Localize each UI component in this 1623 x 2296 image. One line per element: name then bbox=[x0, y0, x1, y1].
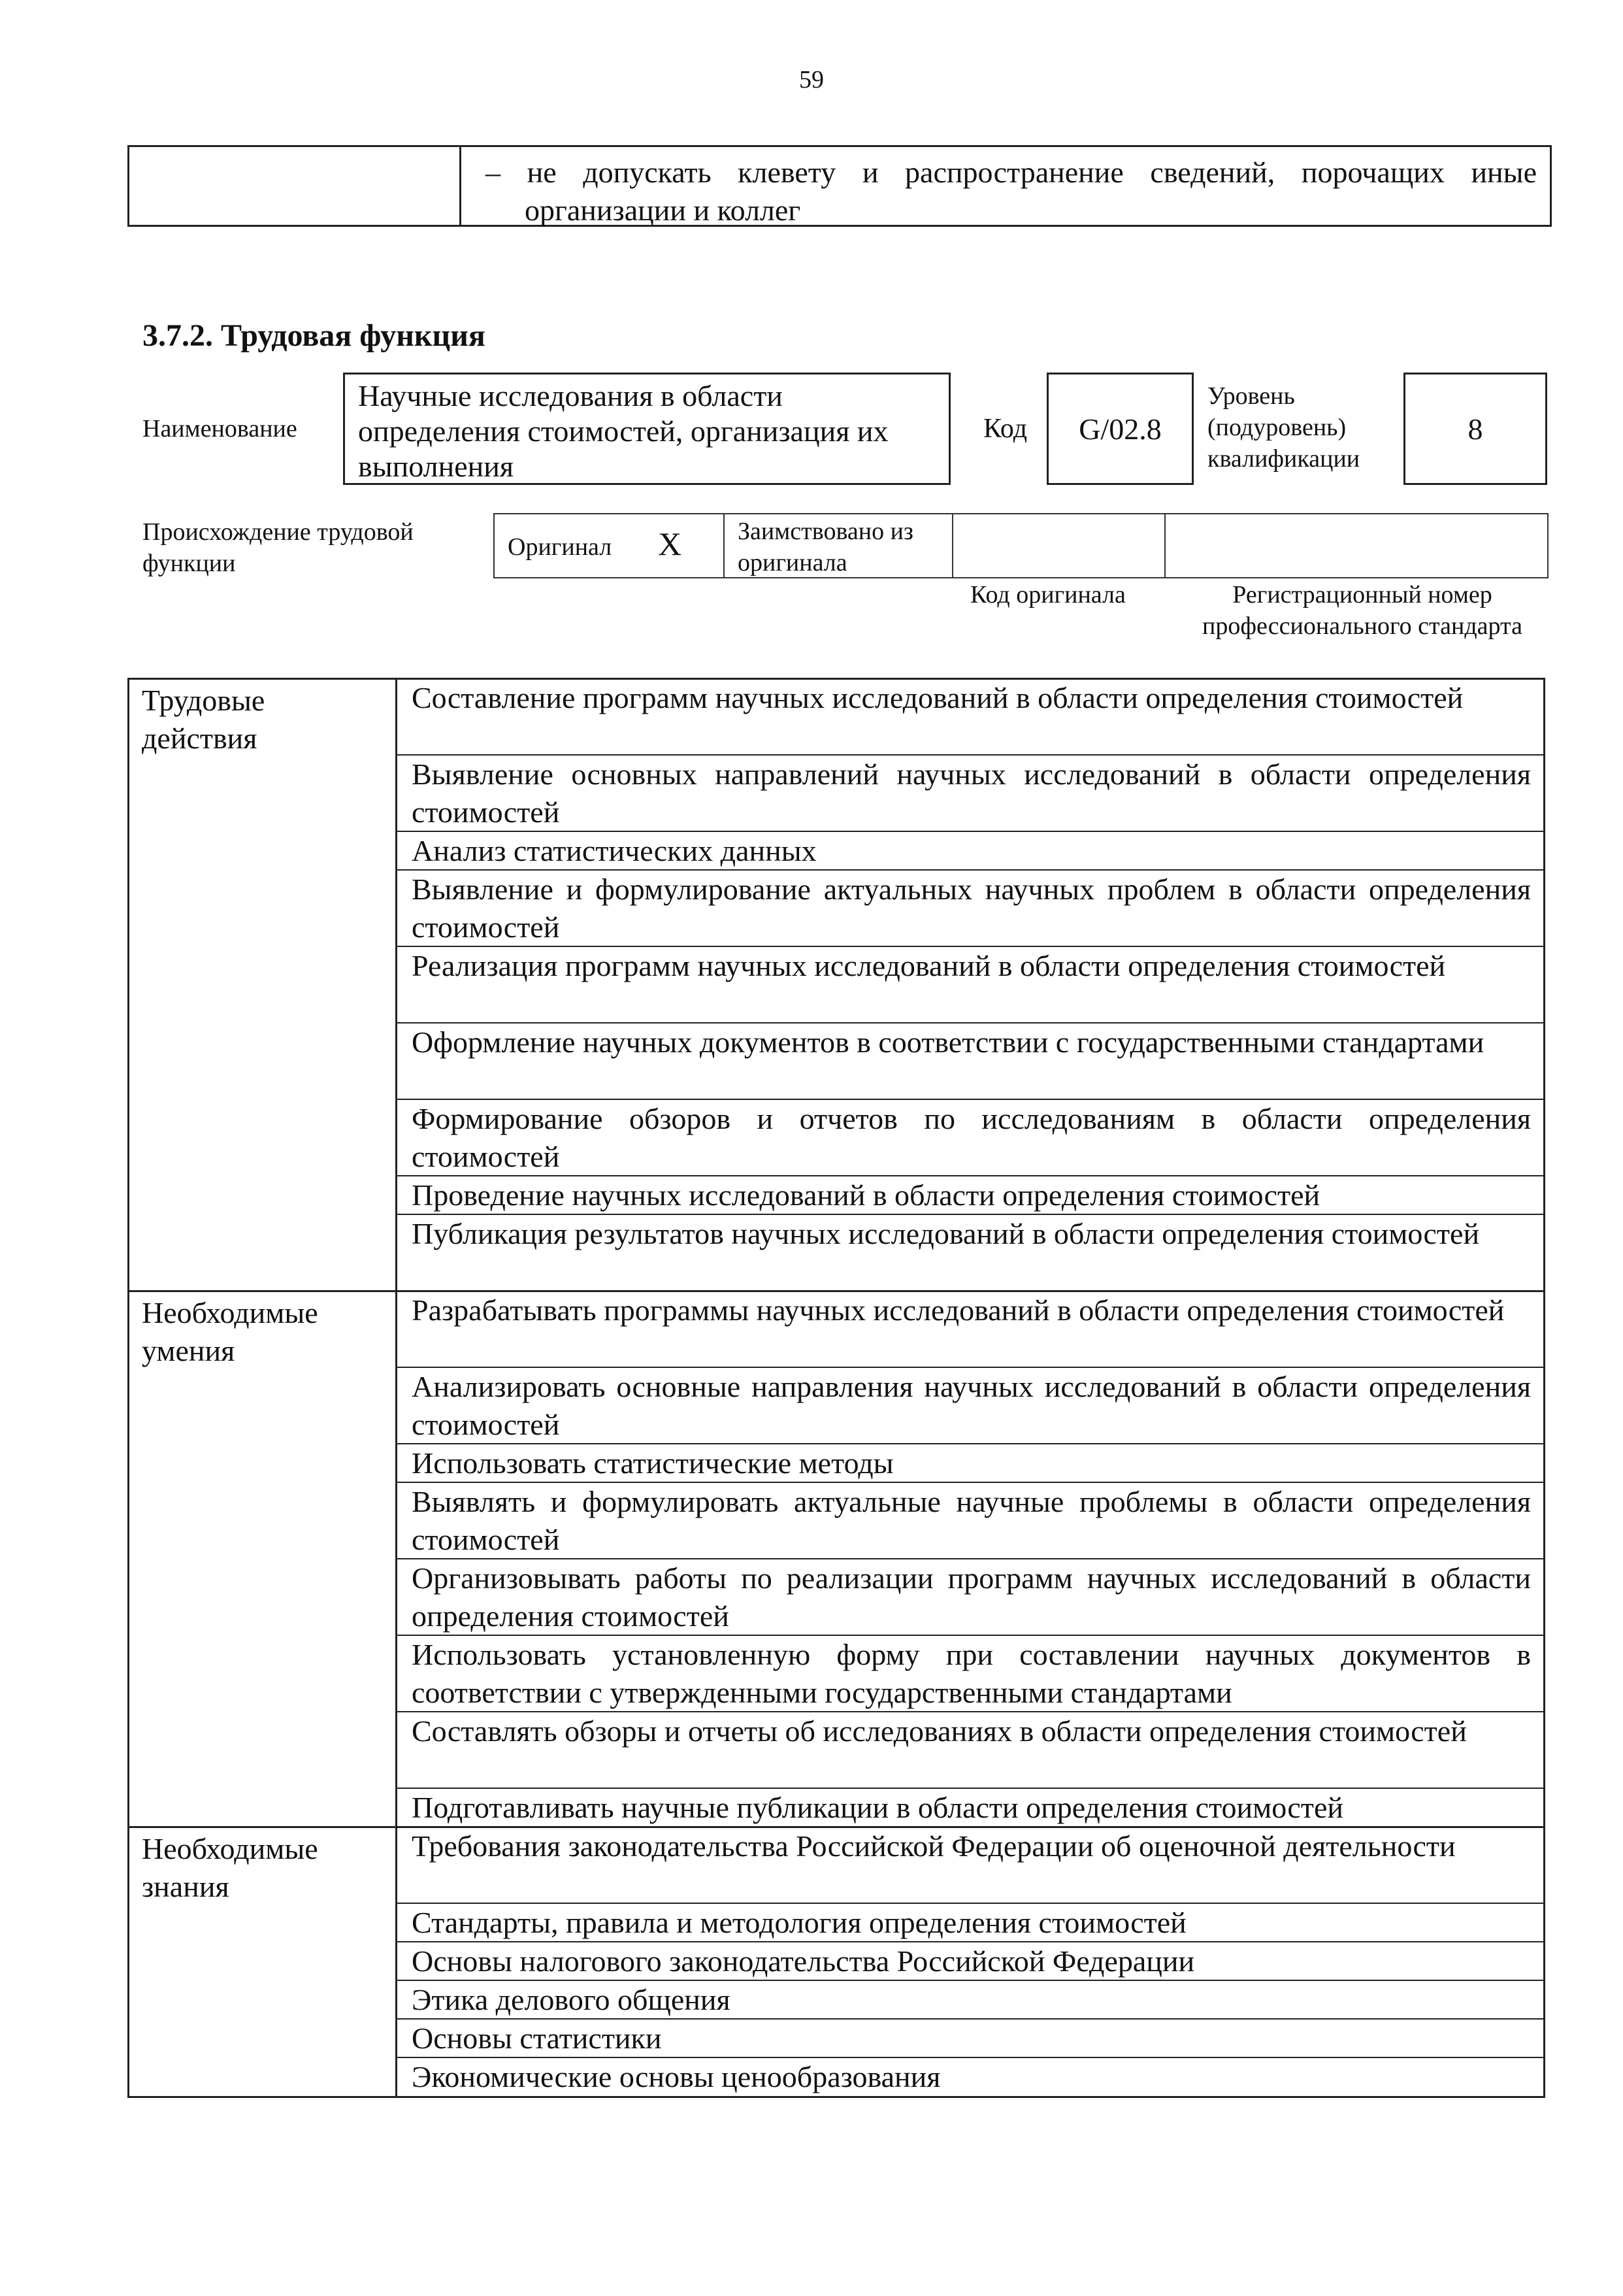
code-value-box: G/02.8 bbox=[1047, 373, 1194, 485]
table-row: Экономические основы ценообразования bbox=[412, 2060, 941, 2093]
table-row: Публикация результатов научных исследований в области определения стоимостей bbox=[412, 1217, 1480, 1250]
table-row: Проведение научных исследований в области определения стоимостей bbox=[412, 1178, 1320, 1212]
table-row: Анализ статистических данных bbox=[412, 834, 817, 867]
origin-cell-divider bbox=[1164, 514, 1166, 577]
section-title: Необходимые знания bbox=[142, 1832, 318, 1903]
code-original-caption: Код оригинала bbox=[970, 581, 1126, 608]
borrowed-label: Заимствовано из оригинала bbox=[738, 518, 913, 576]
table-row: Основы статистики bbox=[412, 2021, 662, 2055]
continuation-text bbox=[485, 154, 1537, 229]
table-row: Основы налогового законодательства Российской Федерации bbox=[412, 1944, 1195, 1978]
level-value-box: 8 bbox=[1403, 373, 1547, 485]
section-title: Трудовые действия bbox=[142, 684, 265, 755]
table-row: Разрабатывать программы научных исследований в области определения стоимостей bbox=[412, 1293, 1505, 1327]
table-row: Требования законодательства Российской Федерации об оценочной деятельности bbox=[412, 1829, 1456, 1863]
table-row: Использовать статистические методы bbox=[412, 1446, 894, 1480]
table-row: Выявлять и формулировать актуальные научные проблемы в области определения стоимостей bbox=[412, 1485, 1531, 1556]
origin-cell-divider bbox=[952, 514, 953, 577]
origin-row bbox=[493, 513, 1549, 578]
table-row: Организовывать работы по реализации программ научных исследований в области определения стоимостей bbox=[412, 1561, 1531, 1633]
origin-cell-divider bbox=[723, 514, 725, 577]
original-checkmark: X bbox=[658, 525, 682, 562]
page-number: 59 bbox=[799, 66, 824, 93]
section-heading: 3.7.2. Трудовая функция bbox=[142, 318, 485, 353]
table-row: Анализировать основные направления научных исследований в области определения стоимостей bbox=[412, 1370, 1531, 1441]
origin-label: Происхождение трудовой функции bbox=[142, 518, 414, 577]
table-row: Оформление научных документов в соответствии с государственными стандартами bbox=[412, 1025, 1484, 1059]
code-label: Код bbox=[983, 414, 1028, 444]
reg-number-caption: Регистрационный номер профессионального стандарта bbox=[1202, 581, 1522, 640]
function-name-box: Научные исследования в области определения стоимостей, организация их выполнения bbox=[343, 373, 951, 485]
table-row: Реализация программ научных исследований в области определения стоимостей bbox=[412, 949, 1446, 982]
table-row: Составление программ научных исследований в области определения стоимостей bbox=[412, 681, 1464, 714]
table-row: Составлять обзоры и отчеты об исследованиях в области определения стоимостей bbox=[412, 1714, 1467, 1748]
level-label: Уровень (подуровень) квалификации bbox=[1207, 382, 1360, 473]
section-title: Необходимые умения bbox=[142, 1296, 318, 1367]
table-row: Выявление и формулирование актуальных научных проблем в области определения стоимостей bbox=[412, 873, 1531, 944]
table-row: Выявление основных направлений научных исследований в области определения стоимостей bbox=[412, 757, 1531, 829]
column-divider bbox=[395, 678, 397, 2098]
table-row: Этика делового общения bbox=[412, 1983, 730, 2016]
continuation-table bbox=[127, 145, 1552, 227]
original-label: Оригинал bbox=[508, 533, 612, 561]
continuation-line-2: организации и коллег bbox=[525, 193, 801, 227]
table-row: Стандарты, правила и методология определения стоимостей bbox=[412, 1906, 1187, 1939]
table-row: Использовать установленную форму при составлении научных документов в соответствии с утвержденными государственными стандартами bbox=[412, 1638, 1531, 1709]
continuation-line-1: – не допускать клевету и распространение сведений, порочащих иные bbox=[485, 156, 1537, 189]
requirements-table bbox=[127, 678, 1545, 2098]
table-row: Подготавливать научные публикации в области определения стоимостей bbox=[412, 1791, 1343, 1824]
name-label: Наименование bbox=[142, 415, 297, 442]
table-divider bbox=[459, 147, 461, 225]
table-row: Формирование обзоров и отчетов по исследованиям в области определения стоимостей bbox=[412, 1102, 1531, 1173]
